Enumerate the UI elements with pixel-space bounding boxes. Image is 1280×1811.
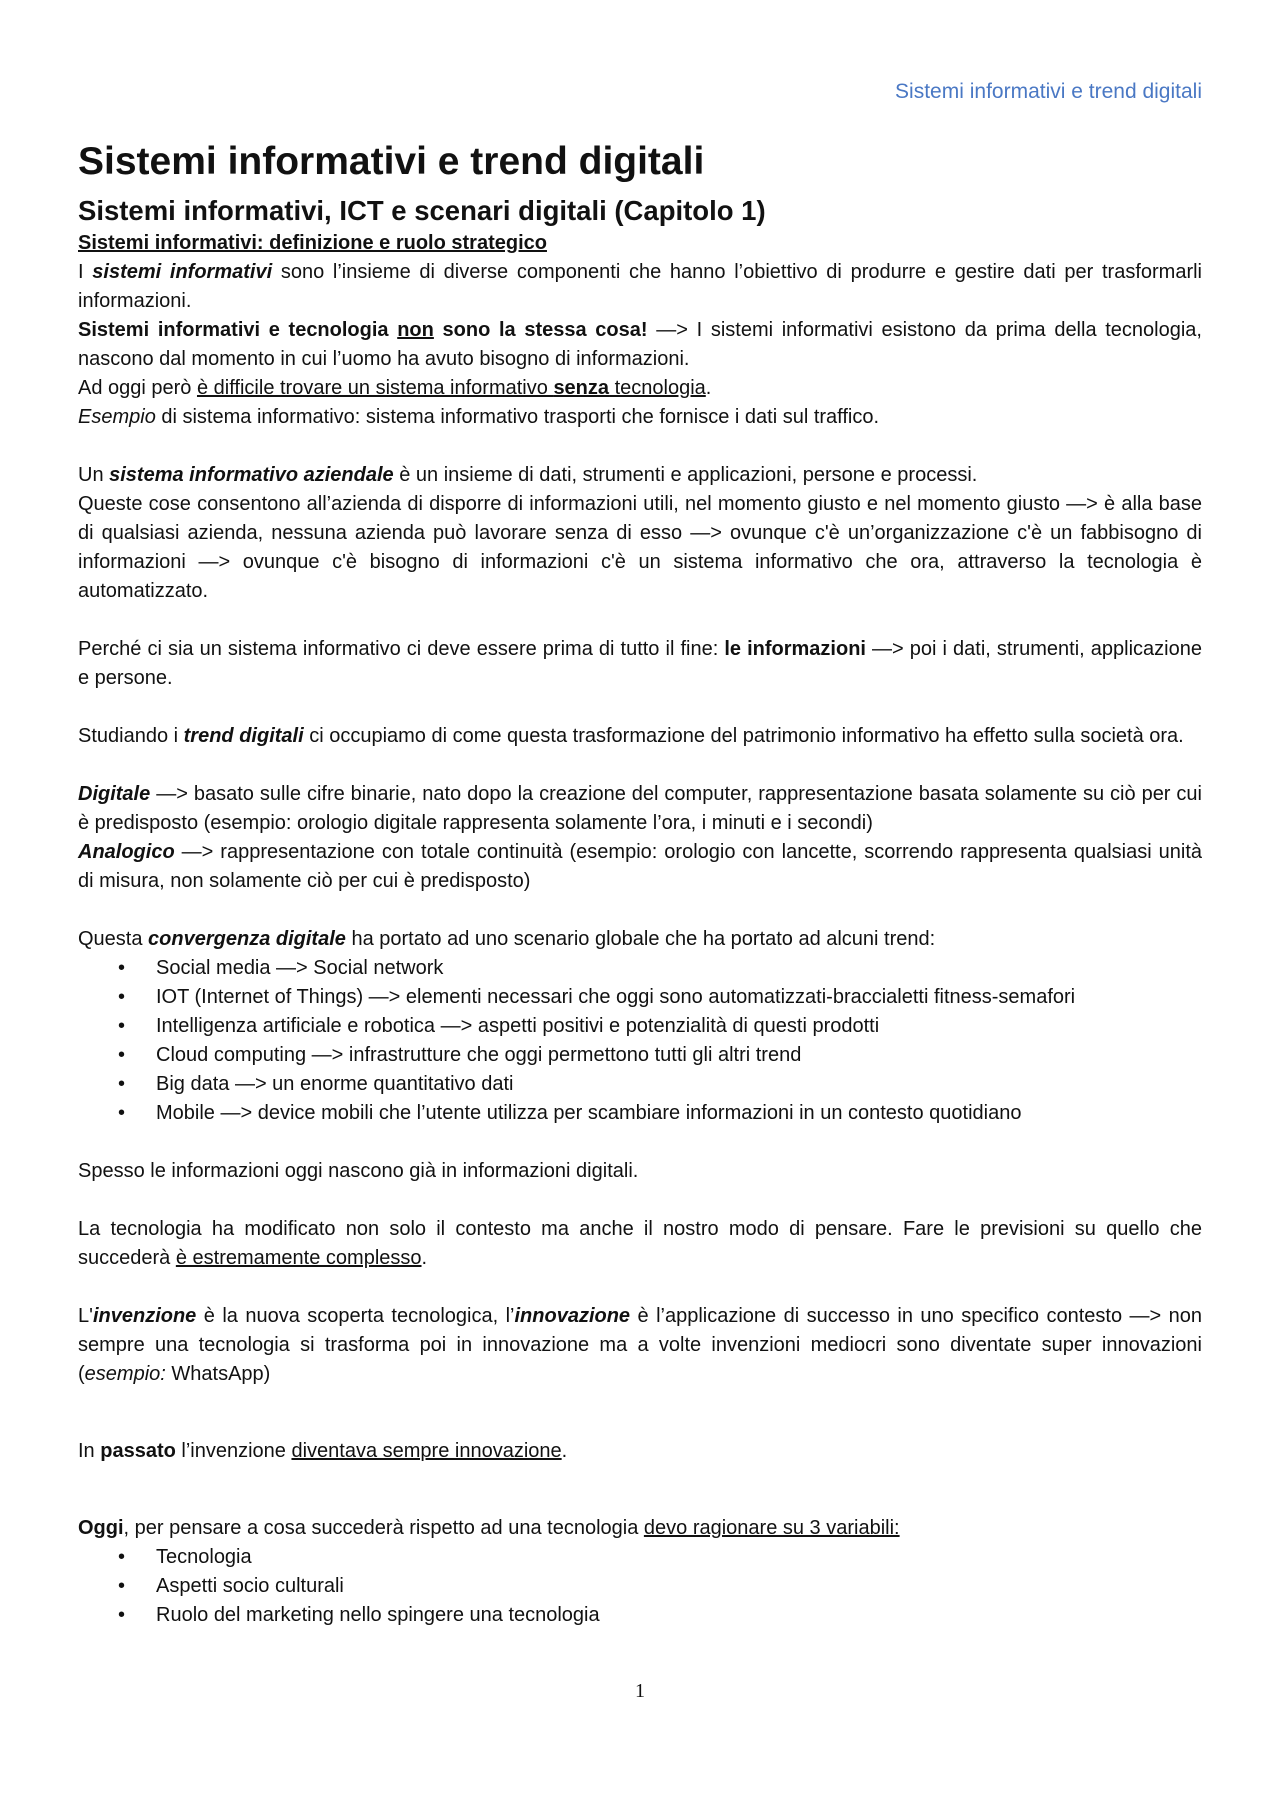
list-item: • Aspetti socio culturali	[78, 1572, 1202, 1601]
bullet-icon: •	[118, 1044, 126, 1066]
paragraph-not-same-thing: Sistemi informativi e tecnologia non sono la stessa cosa! —> I sistemi informativi esistono da prima della tecnologia, nascono dal momento in cui l’uomo ha avuto bisogno di informazioni.	[78, 319, 1202, 370]
bullet-icon: •	[118, 1073, 126, 1095]
paragraph-company-system: Un sistema informativo aziendale è un insieme di dati, strumenti e applicazioni, persone e processi.	[78, 464, 978, 486]
paragraph-predictions: La tecnologia ha modificato non solo il contesto ma anche il nostro modo di pensare. Fare le previsioni su quello che succederà è estremamente complesso.	[78, 1218, 1202, 1269]
paragraph-trend-digitali: Studiando i trend digitali ci occupiamo di come questa trasformazione del patrimonio informativo ha effetto sulla società ora.	[78, 725, 1184, 747]
trends-list	[78, 954, 1202, 1128]
document-title: Sistemi informativi e trend digitali	[78, 140, 705, 183]
variables-list	[78, 1543, 1202, 1630]
section-heading: Sistemi informativi: definizione e ruolo strategico	[78, 232, 547, 254]
bullet-icon: •	[118, 1102, 126, 1124]
list-item: • Cloud computing —> infrastrutture che oggi permettono tutti gli altri trend	[78, 1041, 1202, 1070]
paragraph-digital-info: Spesso le informazioni oggi nascono già in informazioni digitali.	[78, 1160, 639, 1182]
paragraph-example: Esempio di sistema informativo: sistema informativo trasporti che fornisce i dati sul traffico.	[78, 406, 880, 428]
paragraph-digitale: Digitale —> basato sulle cifre binarie, nato dopo la creazione del computer, rappresentazione basata solamente su ciò per cui è predisposto (esempio: orologio digitale rappresenta solamente l’ora, i minuti e i secondi)	[78, 783, 1202, 834]
bullet-icon: •	[118, 1546, 126, 1568]
paragraph-today: Oggi, per pensare a cosa succederà rispetto ad una tecnologia devo ragionare su 3 variabili:	[78, 1517, 900, 1539]
page-number: 1	[635, 1680, 645, 1702]
paragraph-company-info: Queste cose consentono all’azienda di disporre di informazioni utili, nel momento giusto e nel momento giusto —> è alla base di qualsiasi azienda, nessuna azienda può lavorare senza di esso —> ovunque c'è un’organizzazione c'è un fabbisogno di informazioni —> ovunque c'è bisogno di informazioni c'è un sistema informativo che ora, attraverso la tecnologia è automatizzato.	[78, 493, 1202, 602]
list-item: • IOT (Internet of Things) —> elementi necessari che oggi sono automatizzati-braccialetti fitness-semafori	[78, 983, 1202, 1012]
paragraph-past: In passato l’invenzione diventava sempre innovazione.	[78, 1440, 568, 1462]
bullet-icon: •	[118, 1015, 126, 1037]
paragraph-definition: I sistemi informativi sono l’insieme di diverse componenti che hanno l’obiettivo di produrre e gestire dati per trasformarli informazioni.	[78, 261, 1202, 312]
list-item: • Social media —> Social network	[78, 954, 1202, 983]
bullet-icon: •	[118, 1604, 126, 1626]
paragraph-purpose: Perché ci sia un sistema informativo ci deve essere prima di tutto il fine: le informazioni —> poi i dati, strumenti, applicazione e persone.	[78, 638, 1202, 689]
paragraph-difficult-without-tech: Ad oggi però è difficile trovare un sistema informativo senza tecnologia.	[78, 377, 712, 399]
chapter-heading: Sistemi informativi, ICT e scenari digitali (Capitolo 1)	[78, 195, 766, 226]
paragraph-invention-innovation: L'invenzione è la nuova scoperta tecnologica, l’innovazione è l’applicazione di successo in uno specifico contesto —> non sempre una tecnologia si trasforma poi in innovazione ma a volte invenzioni mediocri sono diventate super innovazioni (esempio: WhatsApp)	[78, 1305, 1203, 1385]
paragraph-analogico: Analogico —> rappresentazione con totale continuità (esempio: orologio con lancette, scorrendo rappresenta qualsiasi unità di misura, non solamente ciò per cui è predisposto)	[78, 841, 1202, 892]
running-header: Sistemi informativi e trend digitali	[895, 80, 1202, 103]
bullet-icon: •	[118, 986, 126, 1008]
list-item: • Ruolo del marketing nello spingere una tecnologia	[78, 1601, 1202, 1630]
list-item: • Mobile —> device mobili che l’utente utilizza per scambiare informazioni in un contesto quotidiano	[78, 1099, 1202, 1128]
bullet-icon: •	[118, 957, 126, 979]
list-item: • Intelligenza artificiale e robotica —> aspetti positivi e potenzialità di questi prodotti	[78, 1012, 1202, 1041]
list-item: • Tecnologia	[78, 1543, 1202, 1572]
bullet-icon: •	[118, 1575, 126, 1597]
document-body	[78, 229, 1202, 1630]
list-item: • Big data —> un enorme quantitativo dati	[78, 1070, 1202, 1099]
paragraph-convergence: Questa convergenza digitale ha portato ad uno scenario globale che ha portato ad alcuni trend:	[78, 928, 936, 950]
